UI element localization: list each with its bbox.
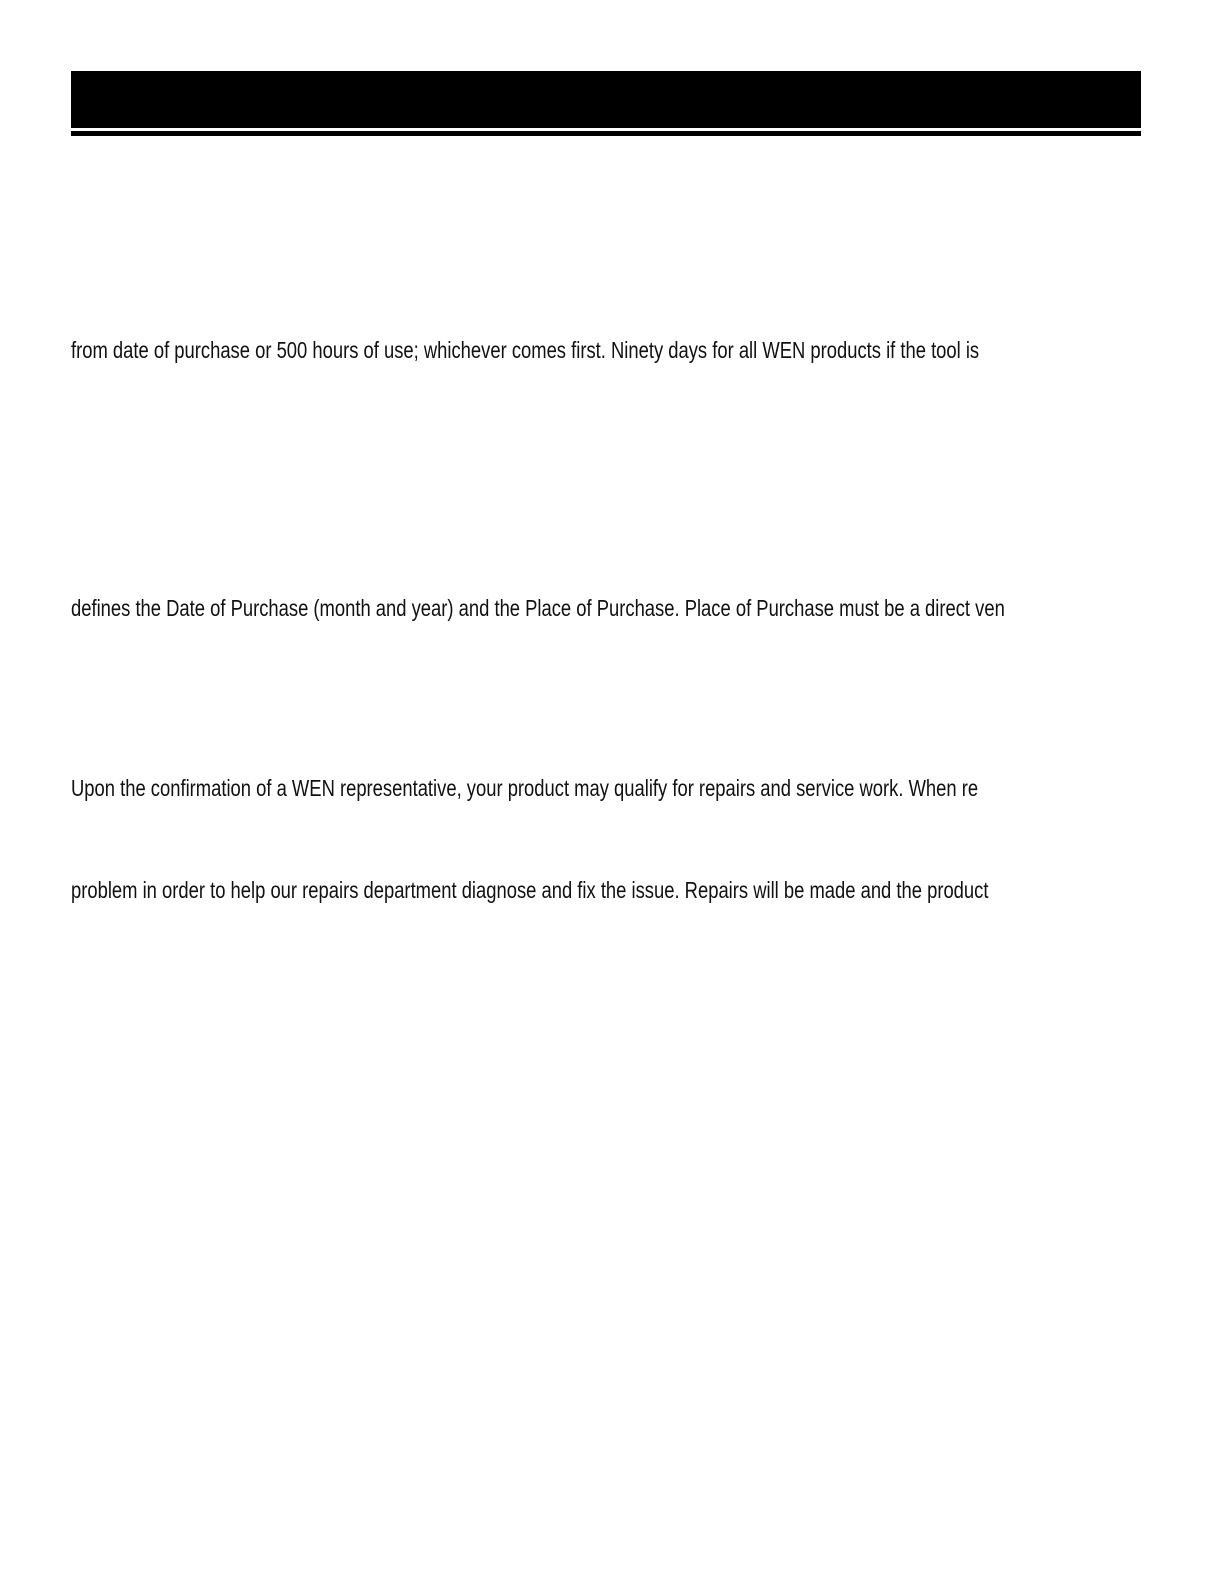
text-line-4-container (71, 876, 1141, 906)
text-line-2: defines the Date of Purchase (month and year) and the Place of Purchase. Place of Purchase must be a direct ven (71, 595, 1005, 621)
text-line-2-container (71, 594, 1141, 624)
text-line-4: problem in order to help our repairs department diagnose and fix the issue. Repairs will be made and the product (71, 877, 989, 903)
text-line-3-container (71, 774, 1141, 804)
header-rule (71, 131, 1141, 136)
text-line-3: Upon the confirmation of a WEN representative, your product may qualify for repairs and service work. When re (71, 775, 979, 801)
text-line-1-container (71, 336, 1141, 366)
header-bar (71, 71, 1141, 128)
text-line-1: from date of purchase or 500 hours of use; whichever comes first. Ninety days for all WEN products if the tool is (71, 337, 980, 363)
